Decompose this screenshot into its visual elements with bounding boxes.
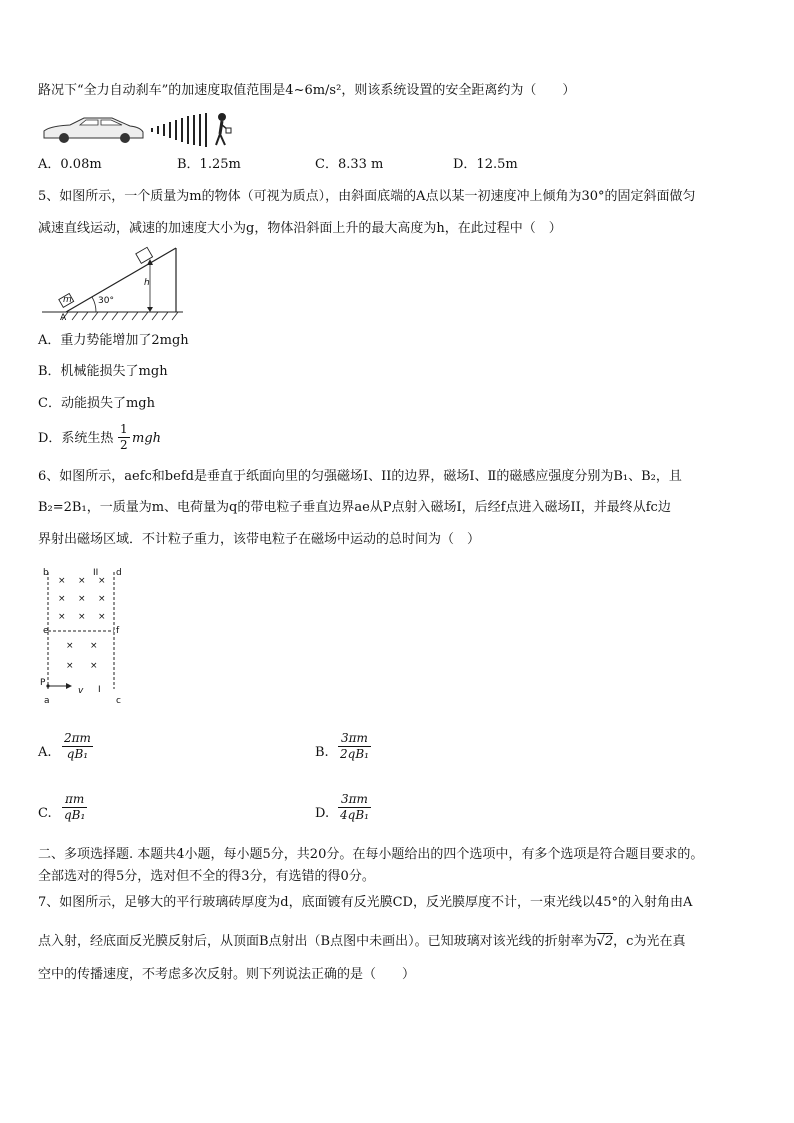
region-ii-label: II — [93, 568, 99, 578]
fraction-denominator: 2 — [120, 438, 128, 452]
car-radar-figure — [40, 112, 240, 148]
velocity-v-label: v — [78, 686, 84, 696]
point-e-label: e — [43, 626, 49, 636]
field-cross-mark: × — [98, 612, 106, 622]
corner-a-label: a — [44, 696, 50, 706]
q6-stem-line-1: 6、如图所示，aefc和befd是垂直于纸面向里的匀强磁场I、II的边界，磁场I、Ⅱ的磁感应强度分别为B₁、B₂，且 — [38, 469, 682, 484]
field-cross-mark: × — [90, 661, 98, 671]
pedestrian-icon — [216, 114, 231, 146]
q7-stem-line-2-end: ，c为光在真 — [613, 934, 686, 949]
corner-b-label: b — [43, 568, 49, 578]
incline-mass-label: m — [63, 295, 72, 305]
q6-option-d-fraction — [338, 792, 371, 823]
point-f-label: f — [116, 626, 120, 636]
field-cross-mark: × — [78, 594, 86, 604]
incline-angle-label: 30° — [98, 296, 114, 306]
incline-height-label: h — [144, 278, 150, 288]
fraction-denominator: qB₁ — [66, 747, 89, 761]
field-cross-mark: × — [98, 576, 106, 586]
q6-option-a-letter: A. — [38, 745, 52, 760]
field-cross-mark: × — [78, 612, 86, 622]
field-cross-mark: × — [58, 594, 66, 604]
field-cross-mark: × — [90, 641, 98, 651]
q6-option-b-letter: B. — [315, 745, 329, 760]
q5-stem-line-2: 减速直线运动，减速的加速度大小为g，物体沿斜面上升的最大高度为h，在此过程中（ ） — [38, 221, 562, 236]
q6-option-c-letter: C. — [38, 806, 52, 821]
q7-stem-line-2 — [38, 934, 685, 950]
fraction-denominator: qB₁ — [64, 808, 86, 822]
incline-figure — [38, 244, 188, 324]
q6-option-c-fraction — [62, 792, 87, 823]
q6-option-d-letter: D. — [315, 806, 330, 821]
fraction-numerator: 3πm — [338, 731, 371, 747]
section-2-heading-line-2: 全部选对的得5分，选对但不全的得3分，有选错的得0分。 — [38, 869, 375, 884]
magnetic-field-figure — [38, 564, 138, 709]
q7-stem-line-1: 7、如图所示，足够大的平行玻璃砖厚度为d，底面镀有反光膜CD，反光膜厚度不计，一束光线以45°的入射角由A — [38, 895, 693, 910]
fraction-denominator: 2qB₁ — [340, 747, 369, 761]
q5-option-c: C．动能损失了mgh — [38, 396, 155, 411]
corner-c-label: c — [116, 696, 121, 706]
q6-option-b-fraction — [338, 731, 371, 762]
field-cross-mark: × — [66, 641, 74, 651]
field-cross-mark: × — [66, 661, 74, 671]
sqrt-two: √2 — [596, 934, 614, 949]
q5-option-d-tail: mgh — [132, 431, 162, 446]
field-cross-mark: × — [98, 594, 106, 604]
point-p-label: P — [40, 678, 46, 688]
q6-stem-line-2: B₂=2B₁，一质量为m、电荷量为q的带电粒子垂直边界ae从P点射入磁场I，后经f点进入磁场II，并最终从fc边 — [38, 500, 671, 515]
field-cross-mark: × — [58, 612, 66, 622]
q5-stem-line-1: 5、如图所示，一个质量为m的物体（可视为质点），由斜面底端的A点以某一初速度冲上倾角为30°的固定斜面做匀 — [38, 189, 696, 204]
q7-stem-line-3: 空中的传播速度，不考虑多次反射。则下列说法正确的是（ ） — [38, 967, 416, 982]
q4-option-c: C．8.33 m — [315, 157, 384, 172]
q5-option-b: B．机械能损失了mgh — [38, 364, 168, 379]
q5-option-d-fraction — [118, 422, 130, 453]
incline-point-label: A — [60, 313, 67, 323]
fraction-denominator: 4qB₁ — [340, 808, 369, 822]
q4-option-d: D．12.5m — [453, 157, 518, 172]
field-cross-mark: × — [58, 576, 66, 586]
fraction-numerator: 1 — [120, 422, 128, 436]
corner-d-label: d — [116, 568, 122, 578]
q7-stem-line-2-start: 点入射，经底面反光膜反射后，从顶面B点射出（B点图中未画出）。已知玻璃对该光线的折射率为 — [38, 934, 597, 949]
q4-option-a: A．0.08m — [38, 157, 102, 172]
fraction-numerator: πm — [62, 792, 87, 808]
fraction-numerator: 2πm — [64, 731, 91, 745]
region-i-label: I — [98, 685, 101, 695]
q5-option-d: D．系统生热 — [38, 431, 114, 446]
q6-option-a-fraction — [62, 731, 93, 762]
q6-stem-line-3: 界射出磁场区域．不计粒子重力，该带电粒子在磁场中运动的总时间为（ ） — [38, 532, 481, 547]
q4-option-b: B．1.25m — [177, 157, 241, 172]
fraction-numerator: 3πm — [338, 792, 371, 808]
q4-stem-line: 路况下“全力自动刹车”的加速度取值范围是4~6m/s²，则该系统设置的安全距离约为（ ） — [38, 83, 576, 98]
section-2-heading-line-1: 二、多项选择题. 本题共4小题，每小题5分，共20分。在每小题给出的四个选项中，有多个选项是符合题目要求的。 — [38, 847, 704, 862]
q5-option-a: A．重力势能增加了2mgh — [38, 333, 189, 348]
field-cross-mark: × — [78, 576, 86, 586]
